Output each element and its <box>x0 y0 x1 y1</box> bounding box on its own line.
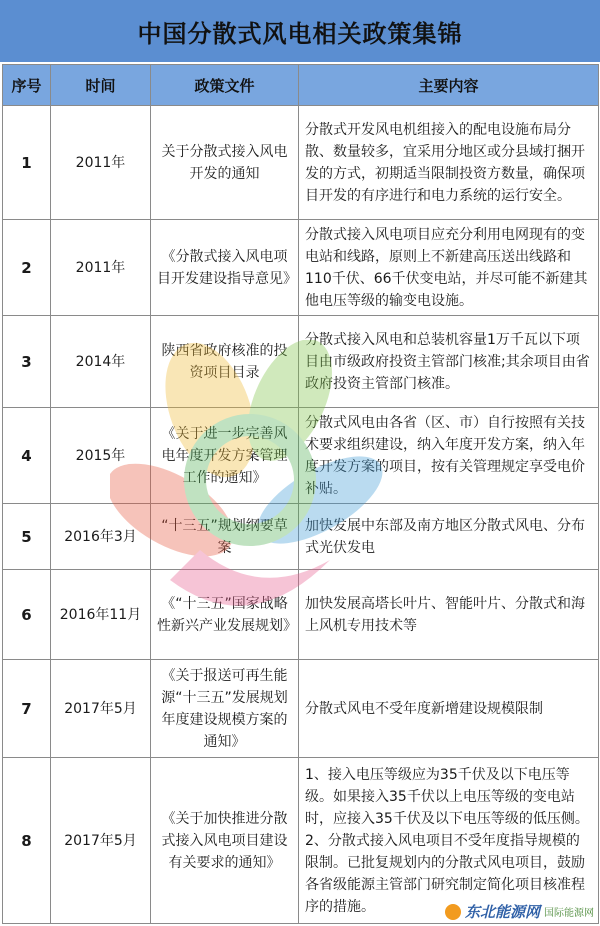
header-document: 政策文件 <box>151 65 299 106</box>
row-content: 加快发展高塔长叶片、智能叶片、分散式和海上风机专用技术等 <box>299 570 599 660</box>
row-content: 分散式接入风电项目应充分利用电网现有的变电站和线路，原则上不新建高压送出线路和110千伏、66千伏变电站，并尽可能不新建其他电压等级的输变电设施。 <box>299 220 599 316</box>
table-row <box>3 660 599 758</box>
header-content: 主要内容 <box>299 65 599 106</box>
table-row <box>3 758 599 924</box>
row-date: 2017年5月 <box>51 758 151 924</box>
row-content: 分散式开发风电机组接入的配电设施布局分散、数量较多，宜采用分地区或分县域打捆开发的方式，初期适当限制投资方数量，确保项目开发的有序进行和电力系统的运行安全。 <box>299 106 599 220</box>
row-document: 《关于进一步完善风电年度开发方案管理工作的通知》 <box>151 408 299 504</box>
row-document: 关于分散式接入风电开发的通知 <box>151 106 299 220</box>
row-content: 加快发展中东部及南方地区分散式风电、分布式光伏发电 <box>299 504 599 570</box>
header-index: 序号 <box>3 65 51 106</box>
site-logo <box>445 901 594 922</box>
row-index: 7 <box>3 660 51 758</box>
table-row <box>3 570 599 660</box>
row-content: 1、接入电压等级应为35千伏及以下电压等级。如果接入35千伏以上电压等级的变电站时，应接入35千伏及以下电压等级的低压侧。2、分散式接入风电项目不受年度指导规模的限制。已批复规划内的分散式风电项目，鼓励各省级能源主管部门研究制定简化项目核准程序的措施。 <box>299 758 599 924</box>
row-content: 分散式风电由各省（区、市）自行按照有关技术要求组织建设，纳入年度开发方案，纳入年度开发方案的项目，按有关管理规定享受电价补贴。 <box>299 408 599 504</box>
row-document: 《关于报送可再生能源“十三五”发展规划年度建设规模方案的通知》 <box>151 660 299 758</box>
logo-subtext: 国际能源网 <box>544 908 594 919</box>
row-document: 《关于加快推进分散式接入风电项目建设有关要求的通知》 <box>151 758 299 924</box>
row-index: 1 <box>3 106 51 220</box>
page-title: 中国分散式风电相关政策集锦 <box>0 0 600 62</box>
row-index: 6 <box>3 570 51 660</box>
logo-icon <box>445 904 461 920</box>
row-content: 分散式风电不受年度新增建设规模限制 <box>299 660 599 758</box>
row-index: 2 <box>3 220 51 316</box>
row-index: 8 <box>3 758 51 924</box>
row-date: 2011年 <box>51 220 151 316</box>
logo-name: 东北能源网 <box>464 903 540 921</box>
row-index: 3 <box>3 316 51 408</box>
row-document: 《分散式接入风电项目开发建设指导意见》 <box>151 220 299 316</box>
table-header-row <box>3 65 599 106</box>
table-row <box>3 220 599 316</box>
row-date: 2016年3月 <box>51 504 151 570</box>
header-date: 时间 <box>51 65 151 106</box>
row-date: 2015年 <box>51 408 151 504</box>
row-date: 2017年5月 <box>51 660 151 758</box>
row-content: 分散式接入风电和总装机容量1万千瓦以下项目由市级政府投资主管部门核准;其余项目由省政府投资主管部门核准。 <box>299 316 599 408</box>
row-document: 《“十三五”国家战略性新兴产业发展规划》 <box>151 570 299 660</box>
row-index: 5 <box>3 504 51 570</box>
row-index: 4 <box>3 408 51 504</box>
row-date: 2014年 <box>51 316 151 408</box>
row-document: “十三五”规划纲要草案 <box>151 504 299 570</box>
table-row <box>3 504 599 570</box>
table-row <box>3 316 599 408</box>
row-date: 2016年11月 <box>51 570 151 660</box>
policy-table <box>2 64 599 924</box>
table-row <box>3 408 599 504</box>
table-row <box>3 106 599 220</box>
row-document: 陕西省政府核准的投资项目目录 <box>151 316 299 408</box>
row-date: 2011年 <box>51 106 151 220</box>
